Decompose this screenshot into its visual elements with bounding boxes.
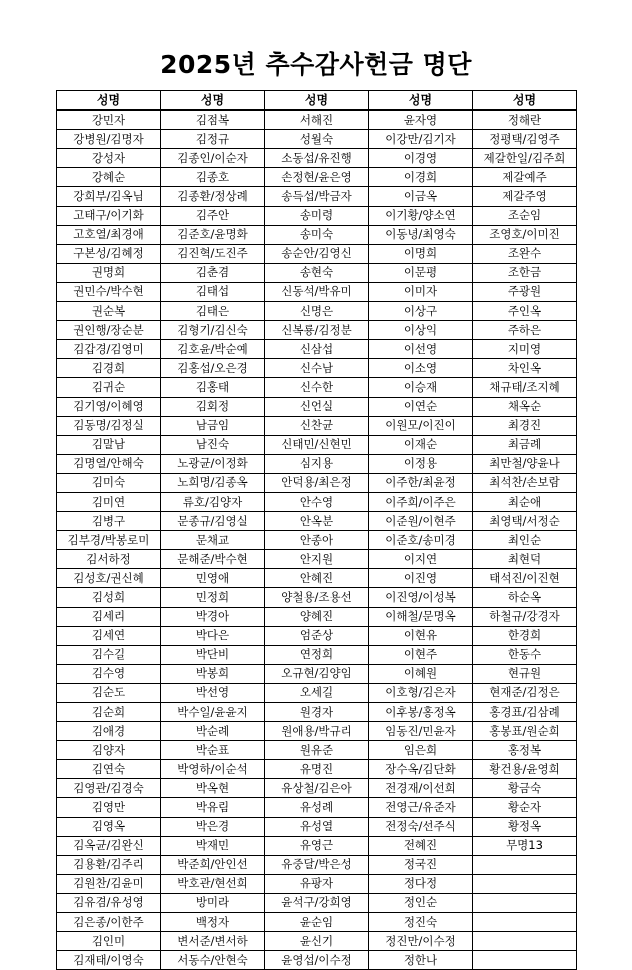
name-cell: 정진만/이수정	[369, 932, 473, 951]
name-cell: 박유림	[161, 798, 265, 817]
name-cell	[473, 951, 577, 970]
name-cell: 이후봉/홍정옥	[369, 703, 473, 722]
name-cell: 김용환/김주리	[57, 855, 161, 874]
name-cell: 정진숙	[369, 913, 473, 932]
name-cell: 최순애	[473, 492, 577, 511]
name-cell: 박은경	[161, 817, 265, 836]
table-row	[57, 932, 577, 951]
table-row	[57, 626, 577, 645]
name-cell: 송미숙	[265, 225, 369, 244]
name-cell: 김재태/이영숙	[57, 951, 161, 970]
table-row	[57, 760, 577, 779]
name-cell: 신수한	[265, 378, 369, 397]
name-cell: 권순복	[57, 302, 161, 321]
name-cell: 박단비	[161, 645, 265, 664]
name-cell: 권인행/장순분	[57, 321, 161, 340]
name-cell: 김회정	[161, 397, 265, 416]
name-cell: 소동섭/유진행	[265, 149, 369, 168]
name-cell: 정국진	[369, 855, 473, 874]
name-cell: 김정규	[161, 130, 265, 149]
table-row	[57, 473, 577, 492]
name-cell: 김부경/박봉로미	[57, 531, 161, 550]
name-cell: 박경아	[161, 607, 265, 626]
name-cell: 유팡자	[265, 874, 369, 893]
name-cell: 김유겸/유성영	[57, 893, 161, 912]
name-cell: 김병구	[57, 512, 161, 531]
name-cell: 김기영/이혜영	[57, 397, 161, 416]
column-header: 성명	[265, 91, 369, 111]
name-cell: 이진영	[369, 569, 473, 588]
name-cell: 원유준	[265, 741, 369, 760]
name-cell: 김세연	[57, 626, 161, 645]
name-cell: 전영근/유준자	[369, 798, 473, 817]
name-cell: 신동석/박유미	[265, 282, 369, 301]
table-row	[57, 454, 577, 473]
table-row	[57, 817, 577, 836]
name-cell: 김세리	[57, 607, 161, 626]
name-cell: 김성호/권신혜	[57, 569, 161, 588]
name-cell: 최금례	[473, 435, 577, 454]
name-cell: 이주한/최윤정	[369, 473, 473, 492]
table-row	[57, 703, 577, 722]
name-cell: 김순희	[57, 703, 161, 722]
name-cell: 김귀순	[57, 378, 161, 397]
table-row	[57, 893, 577, 912]
column-header: 성명	[369, 91, 473, 111]
name-cell: 이상구	[369, 302, 473, 321]
name-cell: 채옥순	[473, 397, 577, 416]
name-cell: 김명열/안해숙	[57, 454, 161, 473]
name-cell: 정해란	[473, 110, 577, 130]
name-cell: 최경진	[473, 416, 577, 435]
column-header: 성명	[161, 91, 265, 111]
name-cell: 강민자	[57, 110, 161, 130]
name-cell: 서해진	[265, 110, 369, 130]
name-cell: 김갑경/김영미	[57, 340, 161, 359]
name-cell: 김춘겸	[161, 263, 265, 282]
name-cell: 김성희	[57, 588, 161, 607]
name-cell: 신찬균	[265, 416, 369, 435]
name-cell: 최석찬/손보람	[473, 473, 577, 492]
name-cell: 노광균/이정화	[161, 454, 265, 473]
name-cell: 정한나	[369, 951, 473, 970]
name-cell: 윤석구/강희영	[265, 893, 369, 912]
name-cell	[473, 913, 577, 932]
table-body	[57, 110, 577, 970]
name-cell: 원애용/박규리	[265, 722, 369, 741]
name-cell: 김애경	[57, 722, 161, 741]
name-cell: 민정희	[161, 588, 265, 607]
name-cell: 무명13	[473, 836, 577, 855]
name-cell: 오세길	[265, 683, 369, 702]
name-cell: 이선영	[369, 340, 473, 359]
name-cell: 이소영	[369, 359, 473, 378]
name-cell: 김순도	[57, 683, 161, 702]
name-cell: 백정자	[161, 913, 265, 932]
name-cell: 구본성/김혜정	[57, 244, 161, 263]
name-cell: 박수일/윤윤지	[161, 703, 265, 722]
table-row	[57, 569, 577, 588]
table-row	[57, 206, 577, 225]
name-cell: 황금숙	[473, 779, 577, 798]
name-cell: 김영관/김경숙	[57, 779, 161, 798]
name-cell: 안덕용/최은정	[265, 473, 369, 492]
name-cell: 류호/김양자	[161, 492, 265, 511]
name-cell: 정평택/김영주	[473, 130, 577, 149]
name-cell: 강병원/김명자	[57, 130, 161, 149]
page-title: 2025년 추수감사헌금 명단	[160, 50, 472, 79]
name-cell: 신수남	[265, 359, 369, 378]
name-cell: 박순표	[161, 741, 265, 760]
name-cell: 김홍태	[161, 378, 265, 397]
name-cell: 이원모/이진이	[369, 416, 473, 435]
name-cell: 최영택/서정순	[473, 512, 577, 531]
name-cell: 홍경표/김삼례	[473, 703, 577, 722]
table-row	[57, 435, 577, 454]
name-cell: 양철용/조용선	[265, 588, 369, 607]
name-cell: 제갈예주	[473, 168, 577, 187]
name-cell: 하철규/강경자	[473, 607, 577, 626]
donor-name-table	[56, 90, 577, 970]
name-cell: 신삼섭	[265, 340, 369, 359]
name-cell: 민영애	[161, 569, 265, 588]
name-cell: 이현주	[369, 645, 473, 664]
name-cell: 방미라	[161, 893, 265, 912]
name-cell: 박영하/이순석	[161, 760, 265, 779]
name-cell: 김원찬/김윤미	[57, 874, 161, 893]
name-cell: 최만철/양윤나	[473, 454, 577, 473]
name-cell: 안종아	[265, 531, 369, 550]
table-row	[57, 130, 577, 149]
name-cell: 유성열	[265, 817, 369, 836]
table-row	[57, 302, 577, 321]
name-cell: 송순안/김영신	[265, 244, 369, 263]
name-cell: 박봉희	[161, 664, 265, 683]
name-cell: 태석진/이진현	[473, 569, 577, 588]
table-row	[57, 836, 577, 855]
name-cell: 현규원	[473, 664, 577, 683]
name-cell: 박준희/안인선	[161, 855, 265, 874]
name-cell: 유성례	[265, 798, 369, 817]
table-row	[57, 741, 577, 760]
name-cell: 김태섭	[161, 282, 265, 301]
name-cell: 이문평	[369, 263, 473, 282]
name-cell: 남진숙	[161, 435, 265, 454]
table-row	[57, 874, 577, 893]
name-cell: 서동수/안현숙	[161, 951, 265, 970]
table-row	[57, 378, 577, 397]
name-cell: 김서하정	[57, 550, 161, 569]
name-cell: 임은희	[369, 741, 473, 760]
table-row	[57, 645, 577, 664]
name-cell: 권민수/박수현	[57, 282, 161, 301]
table-row	[57, 531, 577, 550]
name-cell: 신언실	[265, 397, 369, 416]
name-cell: 윤신기	[265, 932, 369, 951]
name-cell: 김종호	[161, 168, 265, 187]
name-cell: 유중달/박은성	[265, 855, 369, 874]
name-cell	[473, 932, 577, 951]
table-row	[57, 397, 577, 416]
table-row	[57, 607, 577, 626]
name-cell: 김미숙	[57, 473, 161, 492]
name-cell: 김형기/김신숙	[161, 321, 265, 340]
name-cell: 이재순	[369, 435, 473, 454]
name-cell: 윤자영	[369, 110, 473, 130]
name-cell	[473, 855, 577, 874]
name-cell: 이강만/김기자	[369, 130, 473, 149]
name-cell: 현재준/김정은	[473, 683, 577, 702]
table-row	[57, 149, 577, 168]
name-cell: 김수영	[57, 664, 161, 683]
name-cell: 성월숙	[265, 130, 369, 149]
name-cell: 정인순	[369, 893, 473, 912]
table-row	[57, 282, 577, 301]
name-cell: 김동명/김정실	[57, 416, 161, 435]
name-cell: 전혜진	[369, 836, 473, 855]
name-cell: 문종규/김영실	[161, 512, 265, 531]
name-cell: 김태은	[161, 302, 265, 321]
name-cell: 주광원	[473, 282, 577, 301]
name-cell: 이해철/문명옥	[369, 607, 473, 626]
name-cell: 김호윤/박순예	[161, 340, 265, 359]
name-cell: 이준원/이현주	[369, 512, 473, 531]
name-cell: 이명희	[369, 244, 473, 263]
name-cell: 김은종/이한주	[57, 913, 161, 932]
table-row	[57, 168, 577, 187]
name-cell: 문채교	[161, 531, 265, 550]
table-row	[57, 225, 577, 244]
name-cell: 이경희	[369, 168, 473, 187]
name-cell: 윤순임	[265, 913, 369, 932]
name-cell: 김종환/정상례	[161, 187, 265, 206]
name-cell: 노희명/김종옥	[161, 473, 265, 492]
name-cell: 이동녕/최영숙	[369, 225, 473, 244]
column-header: 성명	[57, 91, 161, 111]
name-cell: 신복룡/김정분	[265, 321, 369, 340]
name-cell: 하순옥	[473, 588, 577, 607]
table-row	[57, 110, 577, 130]
name-cell	[473, 874, 577, 893]
name-cell: 황건용/윤영희	[473, 760, 577, 779]
name-cell: 김진혁/도진주	[161, 244, 265, 263]
name-cell: 김종인/이순자	[161, 149, 265, 168]
table-row	[57, 683, 577, 702]
name-cell: 김미연	[57, 492, 161, 511]
name-cell: 제갈한일/김주희	[473, 149, 577, 168]
name-cell: 연정희	[265, 645, 369, 664]
name-cell: 이진영/이성복	[369, 588, 473, 607]
name-cell: 강혜순	[57, 168, 161, 187]
table-row	[57, 492, 577, 511]
name-cell: 안옥분	[265, 512, 369, 531]
name-cell: 박호관/현선희	[161, 874, 265, 893]
name-cell: 조한금	[473, 263, 577, 282]
table-row	[57, 512, 577, 531]
table-row	[57, 550, 577, 569]
name-cell: 양혜진	[265, 607, 369, 626]
name-cell: 김연숙	[57, 760, 161, 779]
name-cell: 김홍섭/오은경	[161, 359, 265, 378]
name-cell: 김양자	[57, 741, 161, 760]
name-cell: 김영만	[57, 798, 161, 817]
name-cell: 심지용	[265, 454, 369, 473]
name-cell: 오규현/김양임	[265, 664, 369, 683]
table-row	[57, 913, 577, 932]
table-row	[57, 359, 577, 378]
name-cell: 박재민	[161, 836, 265, 855]
name-cell: 홍정복	[473, 741, 577, 760]
name-cell: 채규태/조지혜	[473, 378, 577, 397]
name-cell: 문해준/박수현	[161, 550, 265, 569]
name-cell: 고호열/최경애	[57, 225, 161, 244]
name-cell: 조완수	[473, 244, 577, 263]
name-cell: 고태구/이기화	[57, 206, 161, 225]
name-cell: 이미자	[369, 282, 473, 301]
name-cell: 이연순	[369, 397, 473, 416]
name-cell: 박선영	[161, 683, 265, 702]
table-row	[57, 244, 577, 263]
name-cell: 김옥균/김완신	[57, 836, 161, 855]
name-cell: 안혜진	[265, 569, 369, 588]
name-cell: 강희부/김옥님	[57, 187, 161, 206]
name-cell: 홍봉표/원순희	[473, 722, 577, 741]
name-cell: 송현숙	[265, 263, 369, 282]
column-header: 성명	[473, 91, 577, 111]
table-row	[57, 187, 577, 206]
table-row	[57, 416, 577, 435]
name-cell: 장수옥/김단화	[369, 760, 473, 779]
name-cell: 이혜원	[369, 664, 473, 683]
table-row	[57, 321, 577, 340]
name-cell: 유영근	[265, 836, 369, 855]
name-cell: 송득섭/박금자	[265, 187, 369, 206]
name-cell: 유명진	[265, 760, 369, 779]
table-row	[57, 798, 577, 817]
name-cell: 박순례	[161, 722, 265, 741]
name-cell: 김주안	[161, 206, 265, 225]
name-cell: 박다은	[161, 626, 265, 645]
name-cell: 신태민/신현민	[265, 435, 369, 454]
table-row	[57, 779, 577, 798]
name-cell: 한동수	[473, 645, 577, 664]
name-cell: 이금옥	[369, 187, 473, 206]
name-cell: 최인순	[473, 531, 577, 550]
name-cell: 원경자	[265, 703, 369, 722]
name-cell: 김인미	[57, 932, 161, 951]
name-cell: 신명은	[265, 302, 369, 321]
name-cell: 강성자	[57, 149, 161, 168]
name-cell: 황정옥	[473, 817, 577, 836]
table-row	[57, 263, 577, 282]
table-row	[57, 340, 577, 359]
name-cell: 박옥현	[161, 779, 265, 798]
name-cell: 권명희	[57, 263, 161, 282]
name-cell: 한경희	[473, 626, 577, 645]
name-cell: 손정현/윤은영	[265, 168, 369, 187]
name-cell: 김준호/윤명화	[161, 225, 265, 244]
name-cell: 김말남	[57, 435, 161, 454]
name-cell: 조순임	[473, 206, 577, 225]
name-cell: 주하은	[473, 321, 577, 340]
name-cell: 지미영	[473, 340, 577, 359]
name-cell: 이주희/이주은	[369, 492, 473, 511]
name-cell: 차인옥	[473, 359, 577, 378]
name-cell: 김경희	[57, 359, 161, 378]
name-cell: 김영옥	[57, 817, 161, 836]
name-cell: 이호형/김은자	[369, 683, 473, 702]
table-row	[57, 722, 577, 741]
name-cell: 이경영	[369, 149, 473, 168]
name-cell: 이상익	[369, 321, 473, 340]
name-cell: 엄준상	[265, 626, 369, 645]
name-cell: 전경재/이선희	[369, 779, 473, 798]
name-cell: 유상철/김은아	[265, 779, 369, 798]
name-cell: 황순자	[473, 798, 577, 817]
name-cell: 변서준/변서하	[161, 932, 265, 951]
name-cell: 안수영	[265, 492, 369, 511]
name-cell: 윤영섭/이수정	[265, 951, 369, 970]
name-cell: 이정용	[369, 454, 473, 473]
name-cell: 송미령	[265, 206, 369, 225]
name-cell: 김점복	[161, 110, 265, 130]
name-cell: 임동진/민윤자	[369, 722, 473, 741]
name-cell: 제갈주영	[473, 187, 577, 206]
name-cell: 이현유	[369, 626, 473, 645]
table-row	[57, 664, 577, 683]
name-cell: 정다정	[369, 874, 473, 893]
name-cell: 최현덕	[473, 550, 577, 569]
name-cell: 조영호/이미진	[473, 225, 577, 244]
name-cell: 김수길	[57, 645, 161, 664]
name-cell: 이준호/송미경	[369, 531, 473, 550]
table-row	[57, 588, 577, 607]
name-cell: 이기황/양소연	[369, 206, 473, 225]
name-cell: 이승재	[369, 378, 473, 397]
table-row	[57, 951, 577, 970]
name-cell: 전정숙/선주식	[369, 817, 473, 836]
name-cell: 남금임	[161, 416, 265, 435]
name-cell: 안지원	[265, 550, 369, 569]
header-row	[57, 91, 577, 111]
table-row	[57, 855, 577, 874]
name-cell	[473, 893, 577, 912]
name-cell: 주인옥	[473, 302, 577, 321]
name-cell: 이지연	[369, 550, 473, 569]
